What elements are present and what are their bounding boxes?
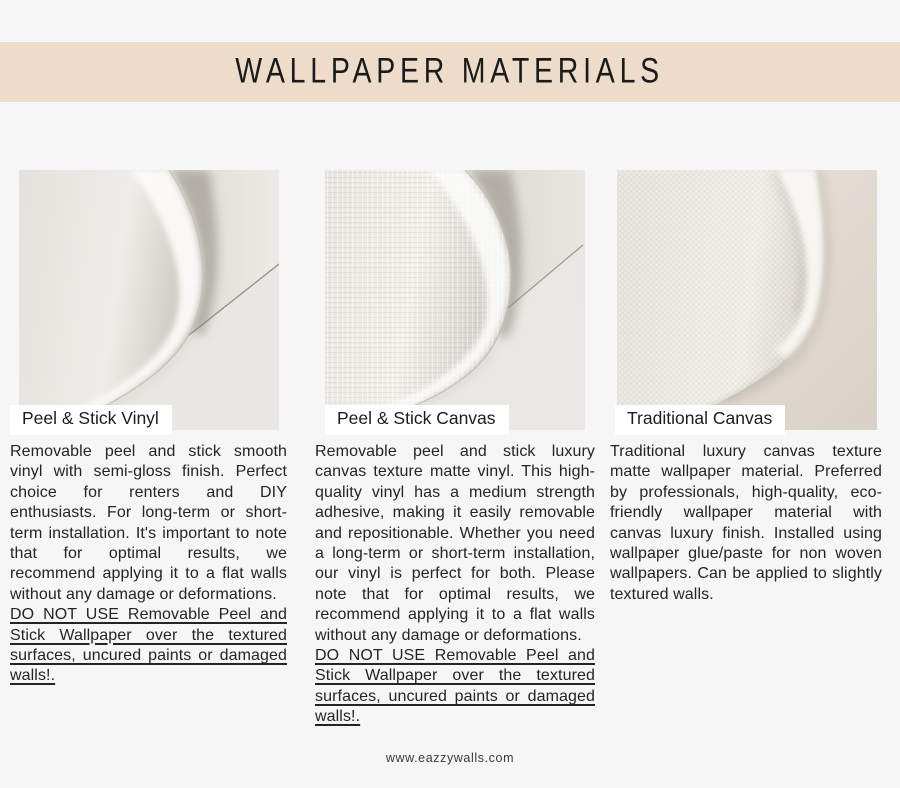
traditional-canvas-photo (617, 170, 877, 430)
footer-website-url: www.eazzywalls.com (385, 751, 515, 765)
material-column-peel-stick-canvas (315, 170, 595, 728)
material-label-vinyl: Peel & Stick Vinyl (10, 405, 172, 435)
material-description-traditional: Traditional luxury canvas texture matte wallpaper material. Preferred by professionals, high-quality, eco-friendly wallpaper material with canvas luxury finish. Installed using wallpaper glue/paste for non woven wallpapers. Can be applied to slightly textured walls. (610, 443, 882, 603)
material-description-canvas: Removable peel and stick luxury canvas texture matte vinyl. This high-quality vinyl has a medium strength adhesive, making it easily removable and repositionable. Whether you need a long-term or short-term installation, our vinyl is perfect for both. Please note that for optimal results, we recommend applying it to a flat walls without any damage or deformations. (315, 443, 595, 644)
material-warning-vinyl: DO NOT USE Removable Peel and Stick Wallpaper over the textured surfaces, uncured paints or damaged walls!. (10, 606, 287, 685)
canvas-vinyl-photo (325, 170, 585, 430)
material-warning-canvas: DO NOT USE Removable Peel and Stick Wallpaper over the textured surfaces, uncured paints or damaged walls!. (315, 647, 595, 726)
photo-area-vinyl (10, 170, 287, 433)
material-description-vinyl: Removable peel and stick smooth vinyl with semi-gloss finish. Perfect choice for renters and DIY enthusiasts. For long-term or short-term installation. It's important to note that for optimal results, we recommend applying it to a flat walls without any damage or deformations. (10, 443, 287, 603)
title-banner (0, 42, 900, 102)
photo-area-canvas (315, 170, 595, 433)
material-label-canvas: Peel & Stick Canvas (325, 405, 509, 435)
page-title: WALLPAPER MATERIALS (235, 51, 665, 91)
smooth-vinyl-photo (19, 170, 279, 430)
photo-area-traditional (610, 170, 882, 433)
material-column-peel-stick-vinyl (10, 170, 287, 687)
material-column-traditional-canvas (610, 170, 882, 605)
material-label-traditional: Traditional Canvas (615, 405, 785, 435)
